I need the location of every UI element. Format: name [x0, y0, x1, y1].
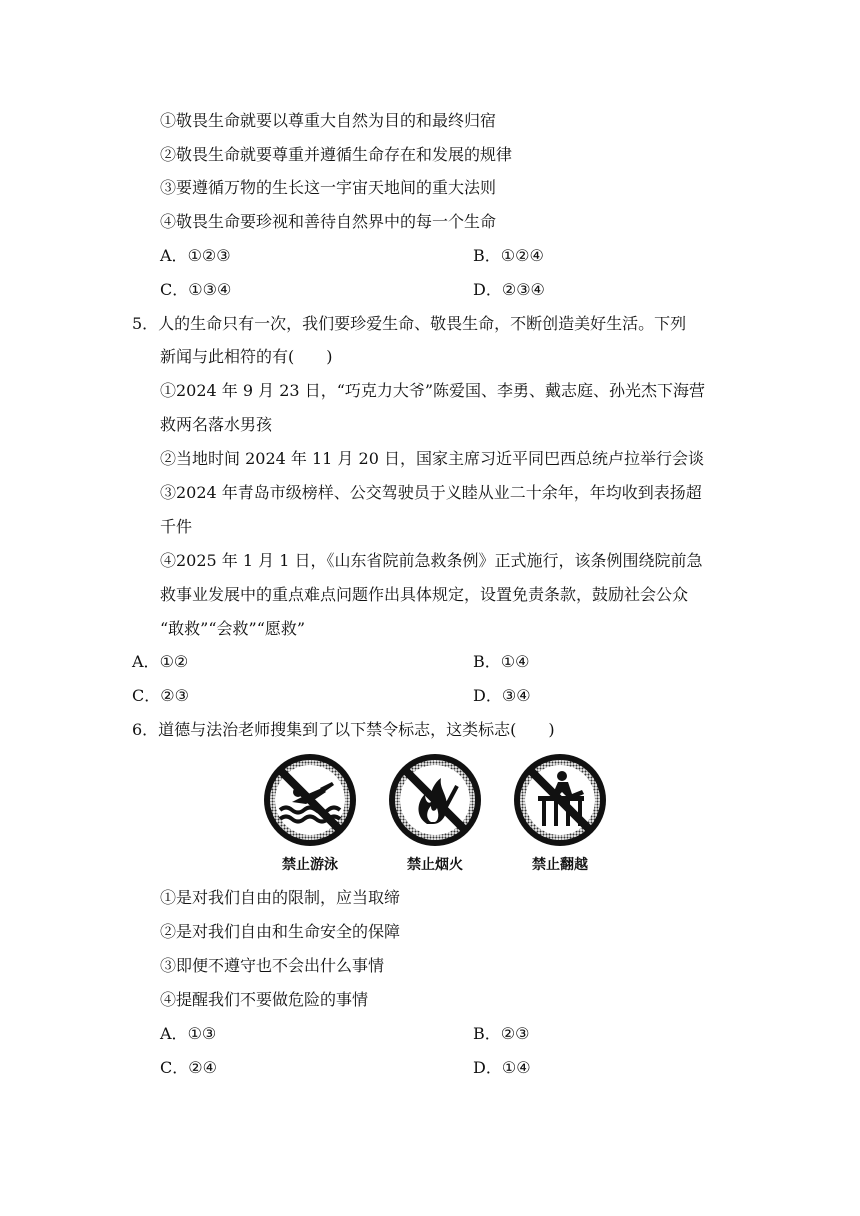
option-text: ②④ — [188, 1058, 217, 1077]
q6-option-c — [160, 1057, 217, 1079]
sign-no-swimming — [250, 752, 370, 882]
q4-option-d — [473, 279, 545, 301]
q5-statement-1-line1: ①2024 年 9 月 23 日，“巧克力大爷”陈爱国、李勇、戴志庭、孙光杰下海营 — [160, 381, 706, 400]
no-swimming-icon — [262, 752, 358, 848]
q4-statement-3: ③要遵循万物的生长这一宇宙天地间的重大法则 — [160, 178, 497, 197]
option-text: ①④ — [501, 1058, 531, 1077]
sign-caption: 禁止烟火 — [407, 857, 463, 873]
q6-option-d — [473, 1057, 531, 1079]
q4-option-c — [160, 279, 231, 301]
no-fire-icon — [387, 752, 483, 848]
option-text: ②③④ — [501, 280, 545, 299]
q5-statement-4-line2: 救事业发展中的重点难点问题作出具体规定，设置免责条款，鼓励社会公众 — [160, 585, 689, 604]
q6-statement-4: ④提醒我们不要做危险的事情 — [160, 990, 369, 1009]
q6-stem: 6．道德与法治老师搜集到了以下禁令标志，这类标志( ) — [132, 720, 555, 739]
option-label: D． — [473, 280, 502, 299]
option-label: D． — [473, 1058, 502, 1077]
q4-statement-4: ④敬畏生命要珍视和善待自然界中的每一个生命 — [160, 212, 497, 231]
option-label: C． — [160, 280, 189, 299]
q5-option-a — [132, 651, 188, 673]
q5-stem-line1: 5．人的生命只有一次，我们要珍爱生命、敬畏生命，不断创造美好生活。下列 — [132, 314, 687, 333]
option-label: A． — [160, 246, 188, 265]
option-text: ②③ — [160, 686, 189, 705]
q4-option-a — [160, 245, 231, 267]
q5-statement-3-line2: 千件 — [160, 517, 193, 536]
sign-no-fire — [375, 752, 495, 882]
q5-stem-line2: 新闻与此相符的有( ) — [160, 347, 333, 366]
q5-statement-2: ②当地时间 2024 年 11 月 20 日，国家主席习近平同巴西总统卢拉举行会谈 — [160, 449, 704, 468]
option-text: ①② — [159, 652, 189, 671]
q5-option-b — [473, 651, 529, 673]
option-label: D． — [473, 686, 502, 705]
option-text: ③④ — [501, 686, 531, 705]
q4-statement-2: ②敬畏生命就要尊重并遵循生命存在和发展的规律 — [160, 145, 513, 164]
no-climbing-icon — [512, 752, 608, 848]
option-label: B． — [473, 652, 501, 671]
option-text: ①②③ — [187, 246, 231, 265]
sign-caption: 禁止游泳 — [282, 857, 338, 873]
q5-statement-3-line1: ③2024 年青岛市级榜样、公交驾驶员于义睦从业二十余年，年均收到表扬超 — [160, 483, 702, 502]
q6-statement-2: ②是对我们自由和生命安全的保障 — [160, 922, 401, 941]
q5-option-c — [132, 685, 189, 707]
sign-caption: 禁止翻越 — [532, 857, 588, 873]
option-label: B． — [473, 1024, 501, 1043]
option-text: ①②④ — [500, 246, 544, 265]
q5-statement-4-line3: “敢救”“会救”“愿救” — [160, 619, 306, 638]
option-label: C． — [132, 686, 161, 705]
option-text: ①③ — [187, 1024, 217, 1043]
q6-option-b — [473, 1023, 529, 1045]
q5-statement-1-line2: 救两名落水男孩 — [160, 415, 273, 434]
option-text: ①④ — [500, 652, 530, 671]
option-text: ①③④ — [188, 280, 232, 299]
q6-statement-1: ①是对我们自由的限制，应当取缔 — [160, 888, 401, 907]
q6-option-a — [160, 1023, 216, 1045]
option-label: B． — [473, 246, 501, 265]
option-label: A． — [160, 1024, 188, 1043]
q4-statement-1: ①敬畏生命就要以尊重大自然为目的和最终归宿 — [160, 111, 497, 130]
option-label: C． — [160, 1058, 189, 1077]
option-text: ②③ — [500, 1024, 530, 1043]
q5-statement-4-line1: ④2025 年 1 月 1 日，《山东省院前急救条例》正式施行，该条例围绕院前急 — [160, 551, 703, 570]
prohibition-signs-figure — [250, 752, 610, 882]
option-label: A． — [132, 652, 160, 671]
q6-statement-3: ③即便不遵守也不会出什么事情 — [160, 956, 385, 975]
q5-option-d — [473, 685, 531, 707]
sign-no-climbing — [500, 752, 620, 882]
q4-option-b — [473, 245, 544, 267]
